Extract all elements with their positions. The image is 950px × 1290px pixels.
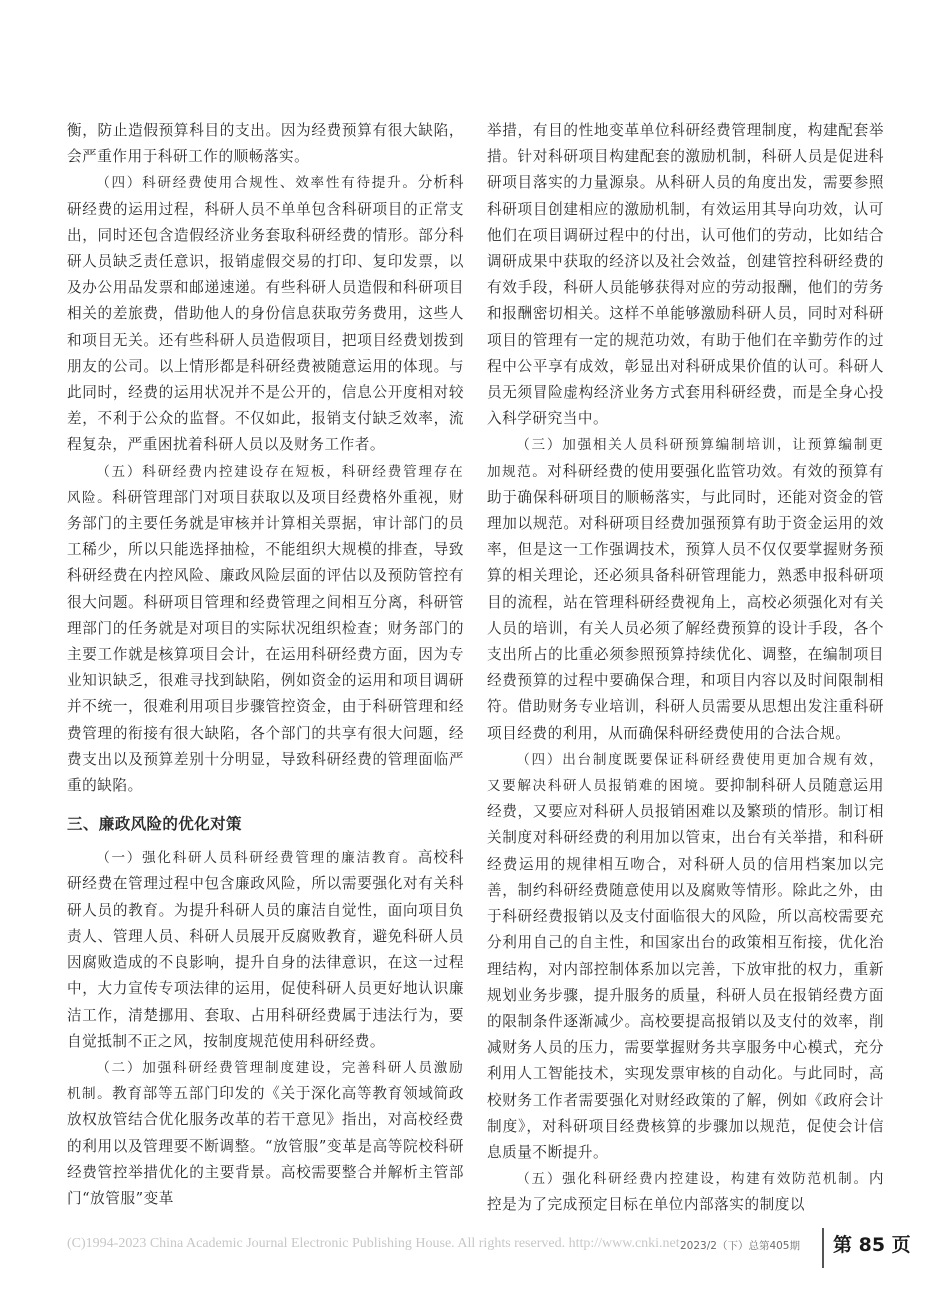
page-footer — [0, 1236, 950, 1266]
section-title: 三、廉政风险的优化对策 — [67, 815, 242, 834]
right-column — [487, 118, 884, 1219]
paragraph — [67, 170, 464, 458]
paragraph-heading: （四）科研经费使用合规性、效率性有待提升。 — [96, 175, 418, 192]
page-number: 第 85 页 — [833, 1234, 911, 1256]
paragraph-body: 对科研经费的使用要强化监管功效。有效的预算有助于确保科研项目的顺畅落实，与此同时，还能对资金的管理加以规范。对科研项目经费加强预算有助于资金运用的效率，但是这一工作强调技术，预算人员不仅仅要掌握财务预算的相关理论，还必须具备科研管理能力，熟悉申报科研项目的流程，站在管理科研经费视角上，高校必须强化对有关人员的培训，有关人员必须了解经费预算的设计手段，各个支出所占的比重必须参照预算持续优化、调整，在编制项目经费预算的过程中要确保合理，和项目内容以及时间限制相符。借助财务专业培训，科研人员需要从思想出发注重科研项目经费的利用，从而确保科研经费使用的合法合规。 — [487, 462, 884, 742]
paragraph — [487, 432, 884, 746]
paragraph-body: 科研管理部门对项目获取以及项目经费格外重视，财务部门的主要任务就是审核并计算相关票据，审计部门的员工稀少，所以只能选择抽检，不能组织大规模的排查，导致科研经费在内控风险、廉政风险层面的评估以及预防管控有很大问题。科研项目管理和经费管理之间相互分离，科研管理部门的任务就是对项目的实际状况组织检查；财务部门的主要工作就是核算项目会计，在运用科研经费方面，因为专业知识缺乏，很难寻找到缺陷，例如资金的运用和项目调研并不统一，很难利用项目步骤管控资金，由于科研管理和经费管理的衔接有很大缺陷，各个部门的共享有很大问题，经费支出以及预算差别十分明显，导致科研经费的管理面临严重的缺陷。 — [67, 488, 464, 795]
paragraph: 衡，防止造假预算科目的支出。因为经费预算有很大缺陷，会严重作用于科研工作的顺畅落实。 — [67, 122, 464, 166]
paragraph — [487, 747, 884, 1166]
footer-divider — [822, 1228, 824, 1268]
paragraph-body: 内控是为了完成预定目标在单位内部落实的制度以 — [487, 1170, 884, 1214]
paragraph-body: 高校科研经费在管理过程中包含廉政风险，所以需要强化对有关科研人员的教育。为提升科研人员的廉洁自觉性，面向项目负责人、管理人员、科研人员展开反腐败教育，避免科研人员因腐败造成的不良影响，提升自身的法律意识，在这一过程中，大力宣传专项法律的运用，促使科研人员更好地认识廉洁工作，清楚挪用、套取、占用科研经费属于违法行为，要自觉抵制不正之风，按制度规范使用科研经费。 — [67, 849, 464, 1050]
paragraph-heading: （二）加强科研经费管理制度建设，完善科研人员激励机制。 — [67, 1059, 464, 1103]
left-column — [67, 118, 464, 1212]
paragraph-heading: （五）强化科研经费内控建设，构建有效防范机制。 — [516, 1171, 869, 1188]
paragraph-heading: （五）科研经费内控建设存在短板，科研经费管理存在风险。 — [67, 463, 464, 506]
paragraph-heading: （四）出台制度既要保证科研经费使用更加合规有效，又要解决科研人员报销难的困境。 — [487, 751, 884, 795]
paragraph-body: 教育部等五部门印发的《关于深化高等教育领域简政放权放管结合优化服务改革的若干意见》指出，对高校经费的利用以及管理要不断调整。“放管服”变革是高等院校科研经费管控举措优化的主要背景。高校需要整合并解析主管部门“放管服”变革 — [67, 1085, 464, 1207]
paragraph-heading: （三）加强相关人员科研预算编制培训，让预算编制更加规范。 — [487, 437, 884, 480]
paragraph-body: 分析科研经费的运用过程，科研人员不单单包含科研项目的正常支出，同时还包含造假经济业务套取科研经费的情形。部分科研人员缺乏责任意识，报销虚假交易的打印、复印发票，以及办公用品发票和邮递速递。有些科研人员造假和科研项目相关的差旅费，借助他人的身份信息获取劳务费用，这些人和项目无关。还有些科研人员造假项目，把项目经费划拨到朋友的公司。以上情形都是科研经费被随意运用的体现。与此同时，经费的运用状况并不是公开的，信息公开度相对较差，不利于公众的监督。不仅如此，报销支付缺乏效率，流程复杂，严重困扰着科研人员以及财务工作者。 — [67, 174, 464, 454]
issue-label: 2023/2（下）总第405期 — [680, 1240, 800, 1252]
paragraph — [67, 845, 464, 1055]
paragraph: 举措，有目的性地变革单位科研经费管理制度，构建配套举措。针对科研项目构建配套的激励机制，科研人员是促进科研项目落实的力量源泉。从科研人员的角度出发，需要参照科研项目创建相应的激励机制，有效运用其导向功效，认可他们在项目调研过程中的付出，认可他们的劳动，比如结合调研成果中获取的经济以及社会效益，创建管控科研经费的有效手段，科研人员能够获得对应的劳动报酬，他们的劳务和报酬密切相关。这样不单能够激励科研人员，同时对科研项目的管理有一定的规范功效，有助于他们在辛勤劳作的过程中公平享有成效，彰显出对科研成果价值的认可。科研人员无须冒险虚构经济业务方式套用科研经费，而是全身心投入科学研究当中。 — [487, 122, 884, 428]
paragraph-heading: （一）强化科研人员科研经费管理的廉洁教育。 — [96, 850, 418, 867]
paragraph — [67, 459, 464, 800]
paragraph — [67, 1055, 464, 1212]
copyright-notice: (C)1994-2023 China Academic Journal Electronic Publishing House. All rights reserved. http://www.cnki.net — [67, 1236, 680, 1251]
paragraph — [487, 1166, 884, 1218]
paragraph-body: 要抑制科研人员随意运用经费，又要应对科研人员报销困难以及繁琐的情形。制订相关制度对科研经费的利用加以管束，出台有关举措，和科研经费运用的规律相互吻合，对科研人员的信用档案加以完善，制约科研经费随意使用以及腐败等情形。除此之外，由于科研经费报销以及支付面临很大的风险，所以高校需要充分利用自己的自主性，和国家出台的政策相互衔接，优化治理结构，对内部控制体系加以完善，下放审批的权力，重新规划业务步骤，提升服务的质量，科研人员在报销经费方面的限制条件逐渐减少。高校要提高报销以及支付的效率，削减财务人员的压力，需要掌握财务共享服务中心模式，充分利用人工智能技术，实现发票审核的自动化。与此同时，高校财务工作者需要强化对财经政策的了解，例如《政府会计制度》，对科研项目经费核算的步骤加以规范，促使会计信息质量不断提升。 — [487, 777, 884, 1161]
